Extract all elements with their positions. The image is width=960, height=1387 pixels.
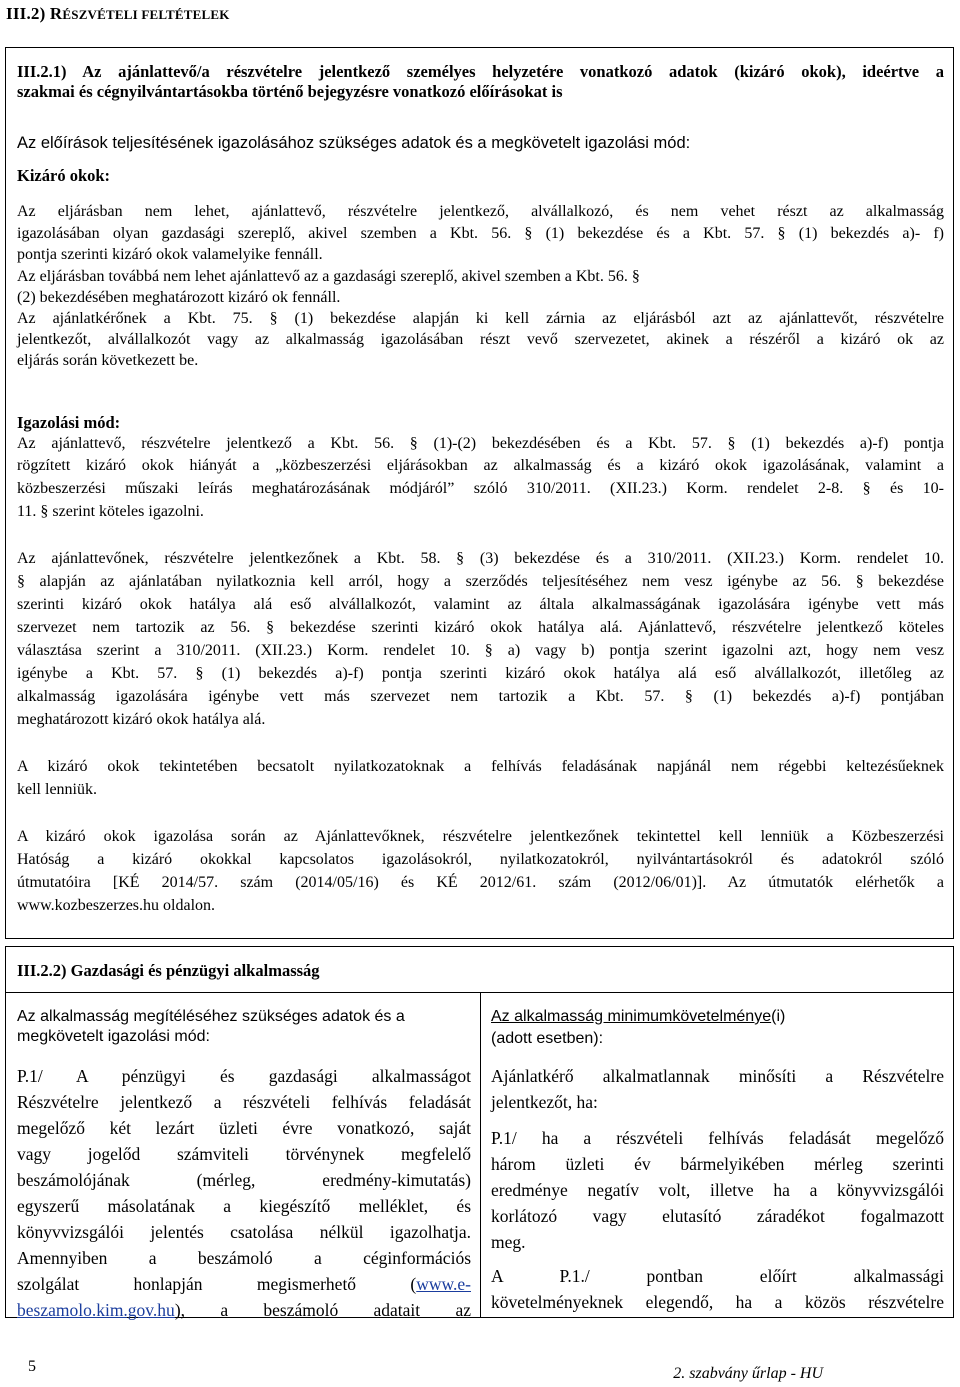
right-text-line: eredménye negatív volt, illetve ha a könyvvizsgálói — [491, 1180, 944, 1200]
proof-text-line: 11. § szerint köteles igazolni. — [17, 503, 204, 520]
proof-text-line: meghatározott kizáró okok hatálya alá. — [17, 711, 266, 728]
proof-text-line: kell lenniük. — [17, 781, 97, 798]
proof-text-line: közbeszerzési műszaki leírás meghatározásának módjáról” szóló 310/2011. (XII.23.) Korm. rendelet 2-8. § és 10- — [17, 480, 944, 497]
financial-section-box — [5, 946, 954, 1318]
proof-text-line: rögzített kizáró okok hiányát a „közbeszerzési eljárásokban az alkalmasság és a kizáró okok igazolásának, valamint a — [17, 457, 944, 474]
left-text-line: P.1/ A pénzügyi és gazdasági alkalmasságot — [17, 1066, 471, 1086]
left-text-line: beszámolójának (mérleg, eredmény-kimutatás) — [17, 1170, 471, 1190]
left-text-line: könyvvizsgálói jelentés csatolása nélkül igazolhatja. — [17, 1222, 471, 1242]
proof-text-line: A kizáró okok tekintetében becsatolt nyilatkozatoknak a felhívás feladásának napjánál nem régebbi keltezésűeknek — [17, 758, 944, 775]
left-column-body — [17, 1063, 471, 1323]
proof-text-line: Az ajánlattevő, részvételre jelentkező a Kbt. 56. § (1)-(2) bekezdésében és a Kbt. 57. § (1) bekezdés a)-f) pontja — [17, 435, 944, 452]
exclusion-text-line: jelentkezőt, alvállalkozót vagy az alkalmasság igazolásában részt vevő szervezetet, akinek a részéről a kizáró ok az — [17, 331, 944, 348]
proof-text-line: útmutatóira [KÉ 2014/57. szám (2014/05/16) és KÉ 2012/61. szám (2012/06/01)]. Az útmutatók elérhetők a — [17, 874, 944, 891]
right-column-header: Az alkalmasság minimumkövetelménye(i) — [491, 1008, 786, 1025]
left-text-line: vagy jogelőd számviteli törvénynek megfelelő — [17, 1144, 471, 1164]
right-text-line: A P.1./ pontban előírt alkalmassági — [491, 1266, 944, 1286]
proof-text-line: § alapján az ajánlatában nyilatkoznia kell arról, hogy a szerződés teljesítéséhez nem vesz igénybe az 56. § bekezdése — [17, 573, 944, 590]
left-text-line: Amennyiben a beszámoló a céginformációs — [17, 1248, 471, 1268]
exclusion-text-line: igazolásában olyan gazdasági szereplő, akivel szemben a Kbt. 56. § (1) bekezdése és a Kbt. 57. § (1) bekezdés a)- f) — [17, 225, 944, 242]
left-text-line: Részvételre jelentkező a részvételi felhívás feladását — [17, 1092, 471, 1112]
right-text-line: három üzleti év bármelyikében mérleg szerinti — [491, 1154, 944, 1174]
e-beszamolo-link[interactable]: beszamolo.kim.gov.hu — [17, 1300, 175, 1320]
proof-text-line: választása szerint a 310/2011. (XII.23.) Korm. rendelet 10. § a) vagy b) pontja szerint igazolni azt, hogy nem vesz — [17, 642, 944, 659]
proof-text-line: szervezet nem tartozik az 56. § bekezdése szerinti kizáró okok hatálya alá. Ajánlattevő, részvételre jelentkező köteles — [17, 619, 944, 636]
right-column-subheader: (adott esetben): — [491, 1030, 604, 1047]
exclusion-text-line: Az ajánlatkérőnek a Kbt. 75. § (1) bekezdése alapján ki kell zárnia az eljárásból azt az ajánlattevőt, részvételre — [17, 310, 944, 327]
proof-method-label: Igazolási mód: — [17, 413, 121, 432]
left-text-line: beszamolo.kim.gov.hu), a beszámoló adatait az — [17, 1300, 471, 1320]
proof-text-line: szerinti kizáró okok hatálya alá eső alvállalkozót, valamint az általa alkalmasságának igazolására igénybe vett más — [17, 596, 944, 613]
right-text-line: jelentkezőt, ha: — [491, 1092, 598, 1112]
exclusion-label: Kizáró okok: — [17, 166, 111, 185]
form-name: 2. szabvány űrlap - HU — [673, 1365, 823, 1382]
e-beszamolo-link[interactable]: www.e- — [416, 1274, 471, 1294]
exclusion-text-line: (2) bekezdésében meghatározott kizáró ok fennáll. — [17, 289, 341, 306]
left-column-header: Az alkalmasság megítéléséhez szükséges adatok és a megkövetelt igazolási mód: — [17, 1008, 405, 1045]
financial-section-title: III.2.2) Gazdasági és pénzügyi alkalmasság — [17, 961, 320, 980]
right-text-line: követelményeknek elegendő, ha a közös részvételre — [491, 1292, 944, 1312]
left-text-line: szolgálat honlapján megismerhető (www.e- — [17, 1274, 471, 1294]
exclusion-text-line: eljárás során következett be. — [17, 352, 199, 369]
proof-text-line: A kizáró okok igazolása során az Ajánlattevőknek, részvételre jelentkezőnek tekintettel kell lenniük a Közbeszerzési — [17, 828, 944, 845]
right-text-line: P.1/ ha a részvételi felhívás feladását megelőző — [491, 1128, 944, 1148]
right-text-line: meg. — [491, 1232, 526, 1252]
proof-text-line: www.kozbeszerzes.hu oldalon. — [17, 897, 216, 914]
proof-text-line: igénybe a Kbt. 57. § (1) bekezdés a)-f) pontja szerinti kizáró okok hatálya alá eső alvállalkozót, illetőleg az — [17, 665, 944, 682]
exclusion-text-line: Az eljárásban továbbá nem lehet ajánlattevő az a gazdasági szereplő, akivel szemben a Kbt. 56. § — [17, 268, 640, 285]
exclusion-section-title: III.2.1) Az ajánlattevő/a részvételre jelentkező személyes helyzetére vonatkozó adatok (kizáró okok), ideértve a szakmai és cégnyilvántartásokba történő bejegyzésre vonatkozó előírásokat is — [17, 62, 944, 101]
exclusion-text-line: pontja szerinti kizáró okok valamelyike fennáll. — [17, 246, 323, 263]
right-column-body — [491, 1063, 944, 1315]
section-heading: III.2) RÉSZVÉTELI FELTÉTELEK — [6, 4, 230, 23]
right-text-line: korlátozó vagy elutasító záradékot fogalmazott — [491, 1206, 944, 1226]
right-text-line: Ajánlatkérő alkalmatlannak minősíti a Részvételre — [491, 1066, 944, 1086]
left-text-line: megelőző két lezárt üzleti évre vonatkozó, saját — [17, 1118, 471, 1138]
requirement-intro: Az előírások teljesítésének igazolásához szükséges adatok és a megkövetelt igazolási mód: — [17, 134, 691, 152]
proof-text-line: Hatóság a kizáró okokkal kapcsolatos igazolásokról, nyilatkozatokról, nyilvántartásokról és adatokról szóló — [17, 851, 944, 868]
left-text-line: egyszerű másolatának a kiegészítő melléklet, és — [17, 1196, 471, 1216]
exclusion-text-line: Az eljárásban nem lehet, ajánlattevő, részvételre jelentkező, alvállalkozó, és nem vehet részt az alkalmasság — [17, 203, 944, 220]
proof-text-line: alkalmasság igazolására igénybe vett más szervezet nem tartozik a Kbt. 57. § (1) bekezdés a)-f) pontjában — [17, 688, 944, 705]
column-divider — [480, 992, 481, 1317]
exclusion-section-box — [5, 47, 954, 939]
proof-text-line: Az ajánlattevőnek, részvételre jelentkezőnek a Kbt. 58. § (3) bekezdése és a 310/2011. (XII.23.) Korm. rendelet 10. — [17, 550, 944, 567]
page-number: 5 — [28, 1358, 36, 1375]
